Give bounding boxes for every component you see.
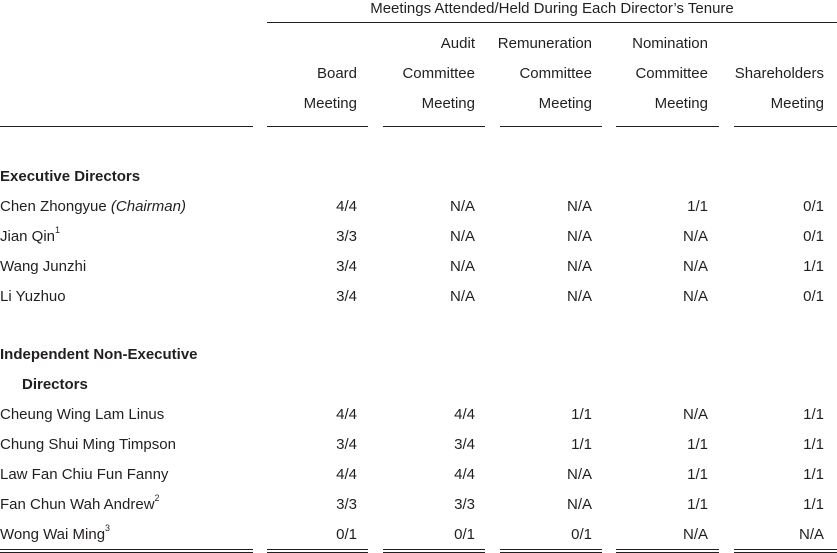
board-meeting-value: 4/4 (336, 406, 357, 423)
director-name (0, 490, 160, 520)
col-header-line: Audit (440, 35, 475, 52)
board-meeting-value: 3/4 (336, 258, 357, 275)
table-row (0, 430, 837, 460)
director-name: Wang Junzhi (0, 258, 87, 275)
table-row (0, 520, 837, 550)
header-rule (616, 126, 719, 127)
col-header-line: Meeting (770, 95, 824, 112)
nomination-committee-value: 1/1 (687, 198, 708, 215)
col-header-line: Meeting (538, 95, 592, 112)
director-role: (Chairman) (110, 198, 186, 215)
bottom-rule (500, 549, 602, 550)
audit-committee-value: N/A (449, 198, 475, 215)
header-rule (383, 126, 485, 127)
remuneration-committee-value: 1/1 (571, 406, 592, 423)
audit-committee-value: 3/4 (454, 436, 475, 453)
header-rule (0, 126, 253, 127)
tenure-super-header: Meetings Attended/Held During Each Director’s Tenure (370, 0, 734, 17)
footnote-marker: 3 (105, 523, 111, 533)
remuneration-committee-value: N/A (566, 198, 592, 215)
audit-committee-value: N/A (449, 258, 475, 275)
board-meeting-value: 3/3 (336, 496, 357, 513)
table-row (0, 282, 837, 312)
director-name: Chung Shui Ming Timpson (0, 436, 176, 453)
director-name-text: Jian Qin (0, 228, 56, 245)
nomination-committee-value: N/A (682, 526, 708, 543)
nomination-committee-value: N/A (682, 258, 708, 275)
shareholders-meeting-value: 0/1 (803, 198, 824, 215)
bottom-rule (0, 549, 253, 550)
bottom-rule (734, 549, 837, 550)
shareholders-meeting-value: 1/1 (803, 406, 824, 423)
board-meeting-value: 3/4 (336, 288, 357, 305)
table-row (0, 192, 837, 222)
director-name (0, 192, 186, 222)
shareholders-meeting-value: N/A (798, 526, 824, 543)
shareholders-meeting-value: 1/1 (803, 496, 824, 513)
bottom-rule (616, 549, 719, 550)
col-header-line: Meeting (303, 95, 357, 112)
footnote-marker: 2 (154, 493, 160, 503)
header-rule (267, 126, 368, 127)
col-header-shareholders (724, 29, 824, 119)
remuneration-committee-value: N/A (566, 228, 592, 245)
col-header-line: Committee (402, 65, 475, 82)
col-header-line (724, 29, 824, 59)
super-header-rule (267, 22, 837, 23)
nomination-committee-value: 1/1 (687, 466, 708, 483)
board-meeting-value: 4/4 (336, 198, 357, 215)
remuneration-committee-value: N/A (566, 288, 592, 305)
director-name: Law Fan Chiu Fun Fanny (0, 466, 169, 483)
director-name: Cheung Wing Lam Linus (0, 406, 165, 423)
shareholders-meeting-value: 0/1 (803, 228, 824, 245)
col-header-line: Committee (519, 65, 592, 82)
section-title-independent: Independent Non-Executive (0, 346, 198, 363)
header-rule (500, 126, 602, 127)
col-header-board (267, 29, 357, 119)
audit-committee-value: N/A (449, 288, 475, 305)
col-header-line: Remuneration (497, 35, 592, 52)
header-rule (734, 126, 837, 127)
audit-committee-value: 4/4 (454, 466, 475, 483)
section-title-independent-cont: Directors (22, 376, 88, 393)
board-meeting-value: 4/4 (336, 466, 357, 483)
remuneration-committee-value: N/A (566, 496, 592, 513)
section-title-executive: Executive Directors (0, 168, 141, 185)
nomination-committee-value: N/A (682, 228, 708, 245)
bottom-rule (383, 549, 485, 550)
board-meeting-value: 3/4 (336, 436, 357, 453)
board-meeting-value: 3/3 (336, 228, 357, 245)
remuneration-committee-value: 1/1 (571, 436, 592, 453)
director-name-text: Chen Zhongyue (0, 198, 107, 215)
col-header-line: Nomination (632, 35, 708, 52)
audit-committee-value: 4/4 (454, 406, 475, 423)
shareholders-meeting-value: 0/1 (803, 288, 824, 305)
table-row (0, 490, 837, 520)
table-row (0, 252, 837, 282)
col-header-audit (383, 29, 475, 119)
col-header-line (267, 29, 357, 59)
col-header-line: Meeting (421, 95, 475, 112)
audit-committee-value: 3/3 (454, 496, 475, 513)
col-header-line: Meeting (654, 95, 708, 112)
col-header-line: Shareholders (734, 65, 824, 82)
col-header-line: Committee (635, 65, 708, 82)
director-name-text: Fan Chun Wah Andrew (0, 496, 155, 513)
director-name (0, 520, 110, 550)
director-name-text: Wong Wai Ming (0, 526, 106, 543)
nomination-committee-value: N/A (682, 288, 708, 305)
table-row (0, 222, 837, 252)
remuneration-committee-value: 0/1 (571, 526, 592, 543)
audit-committee-value: 0/1 (454, 526, 475, 543)
table-row (0, 400, 837, 430)
col-header-line: Board (316, 65, 357, 82)
remuneration-committee-value: N/A (566, 258, 592, 275)
nomination-committee-value: N/A (682, 406, 708, 423)
shareholders-meeting-value: 1/1 (803, 436, 824, 453)
col-header-nomination (616, 29, 708, 119)
shareholders-meeting-value: 1/1 (803, 258, 824, 275)
footnote-marker: 1 (55, 225, 61, 235)
board-meeting-value: 0/1 (336, 526, 357, 543)
nomination-committee-value: 1/1 (687, 496, 708, 513)
bottom-rule (267, 549, 368, 550)
director-name: Li Yuzhuo (0, 288, 66, 305)
remuneration-committee-value: N/A (566, 466, 592, 483)
col-header-remuneration (490, 29, 592, 119)
table-row (0, 460, 837, 490)
director-name (0, 222, 60, 252)
audit-committee-value: N/A (449, 228, 475, 245)
nomination-committee-value: 1/1 (687, 436, 708, 453)
shareholders-meeting-value: 1/1 (803, 466, 824, 483)
